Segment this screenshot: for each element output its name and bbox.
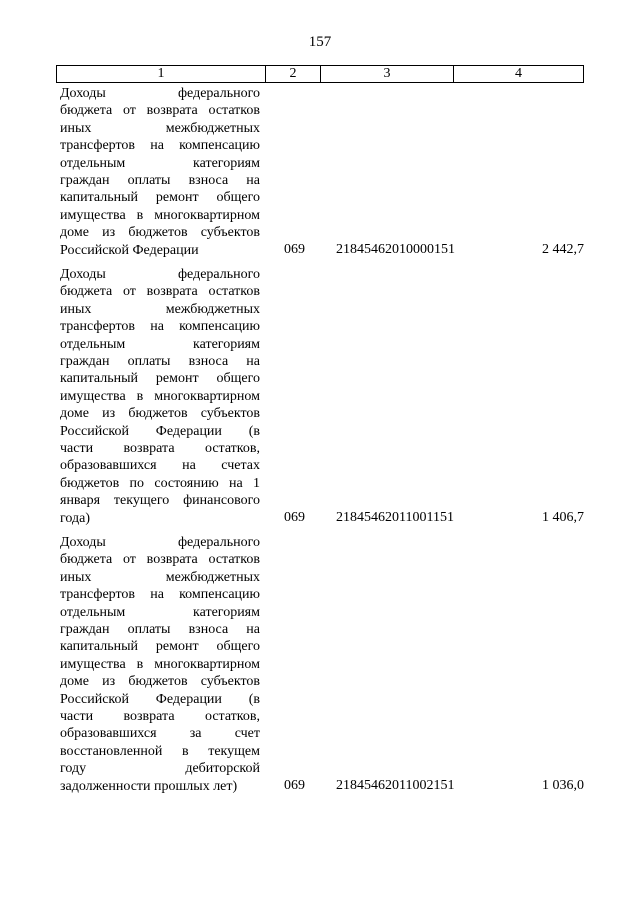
row-description-line: доме из бюджетов субъектов bbox=[60, 225, 260, 241]
row-description-line: образовавшихся на счетах bbox=[60, 458, 260, 474]
row-description bbox=[60, 85, 260, 259]
row-description-line: Доходы федерального bbox=[60, 535, 260, 550]
table-header-col-4: 4 bbox=[515, 66, 522, 81]
row-amount: 1 406,7 bbox=[542, 510, 584, 525]
row-description-line: части возврата остатков, bbox=[60, 709, 260, 725]
row-description-line: трансфертов на компенсацию bbox=[60, 138, 260, 154]
row-description-line: граждан оплаты взноса на bbox=[60, 622, 260, 638]
row-kbk-code: 21845462011002151 bbox=[336, 778, 455, 793]
row-description-line: бюджета от возврата остатков bbox=[60, 103, 260, 119]
row-description-line: трансфертов на компенсацию bbox=[60, 319, 260, 335]
row-description-line: бюджетов по состоянию на 1 bbox=[60, 475, 260, 491]
row-description-line: трансфертов на компенсацию bbox=[60, 587, 260, 603]
row-description-line: части возврата остатков, bbox=[60, 441, 260, 457]
row-amount: 2 442,7 bbox=[542, 242, 584, 257]
row-description-line: Российской Федерации (в bbox=[60, 691, 260, 707]
row-description bbox=[60, 534, 260, 795]
table-header-col-2: 2 bbox=[266, 66, 321, 82]
row-admin-code: 069 bbox=[284, 778, 305, 793]
row-description-line: граждан оплаты взноса на bbox=[60, 173, 260, 189]
row-description-line: образовавшихся за счет bbox=[60, 726, 260, 742]
row-description-line: бюджета от возврата остатков bbox=[60, 284, 260, 300]
page-number: 157 bbox=[308, 34, 332, 50]
row-description-line: капитальный ремонт общего bbox=[60, 190, 260, 206]
table-header bbox=[56, 65, 584, 83]
row-description-line: капитальный ремонт общего bbox=[60, 639, 260, 655]
row-description bbox=[60, 266, 260, 527]
row-description-line: восстановленной в текущем bbox=[60, 743, 260, 759]
row-description-line: доме из бюджетов субъектов bbox=[60, 406, 260, 422]
row-description-line: капитальный ремонт общего bbox=[60, 371, 260, 387]
row-description-line: иных межбюджетных bbox=[60, 569, 260, 585]
row-kbk-code: 21845462010000151 bbox=[336, 242, 455, 257]
table-header-col-1: 1 bbox=[57, 66, 266, 82]
row-description-line: Доходы федерального bbox=[60, 86, 260, 101]
row-description-line: отдельным категориям bbox=[60, 336, 260, 352]
row-description-line: году дебиторской bbox=[60, 761, 260, 777]
row-description-line: января текущего финансового bbox=[60, 493, 260, 509]
row-description-line: Доходы федерального bbox=[60, 267, 260, 282]
row-description-line: отдельным категориям bbox=[60, 155, 260, 171]
row-description-line: граждан оплаты взноса на bbox=[60, 354, 260, 370]
row-description-line: года) bbox=[60, 510, 90, 526]
row-description-line: Российской Федерации bbox=[60, 242, 199, 258]
row-description-line: иных межбюджетных bbox=[60, 120, 260, 136]
row-description-line: имущества в многоквартирном bbox=[60, 207, 260, 223]
row-admin-code: 069 bbox=[284, 510, 305, 525]
row-description-line: иных межбюджетных bbox=[60, 301, 260, 317]
row-kbk-code: 21845462011001151 bbox=[336, 510, 454, 525]
row-description-line: имущества в многоквартирном bbox=[60, 656, 260, 672]
table-header-col-3: 3 bbox=[321, 66, 454, 82]
row-admin-code: 069 bbox=[284, 242, 305, 257]
row-description-line: задолженности прошлых лет) bbox=[60, 778, 238, 794]
row-amount: 1 036,0 bbox=[542, 778, 584, 793]
row-description-line: бюджета от возврата остатков bbox=[60, 552, 260, 568]
row-description-line: имущества в многоквартирном bbox=[60, 388, 260, 404]
row-description-line: Российской Федерации (в bbox=[60, 423, 260, 439]
row-description-line: отдельным категориям bbox=[60, 604, 260, 620]
row-description-line: доме из бюджетов субъектов bbox=[60, 674, 260, 690]
